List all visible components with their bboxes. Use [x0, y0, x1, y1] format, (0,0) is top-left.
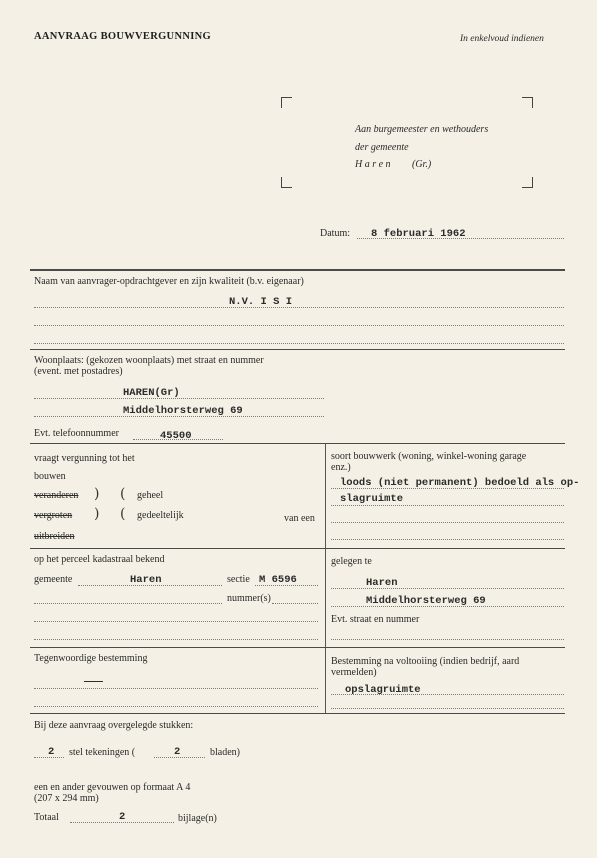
- sheets-value: 2: [174, 746, 181, 758]
- worktype-line-2: [331, 505, 564, 506]
- worktype-line-4: [331, 539, 564, 540]
- date-value: 8 februari 1962: [371, 228, 466, 240]
- current-use-line-2: [34, 706, 318, 707]
- residence-street: Middelhorsterweg 69: [123, 405, 243, 417]
- worktype-label-1: soort bouwwerk (woning, winkel-woning garage: [331, 451, 527, 462]
- parcel-line-4: [34, 639, 318, 640]
- form-title: AANVRAAG BOUWVERGUNNING: [34, 31, 211, 42]
- parcel-gemeente-value: Haren: [130, 574, 162, 586]
- location-line-1: [331, 588, 564, 589]
- corner-mark-bottom-right: [522, 177, 533, 188]
- corner-mark-bottom-left: [281, 177, 292, 188]
- location-extra-label: Evt. straat en nummer: [331, 614, 420, 625]
- permit-option-change: veranderen: [34, 490, 79, 501]
- sheets-label: bladen): [210, 747, 240, 758]
- permit-label-2: bouwen: [34, 471, 66, 482]
- permit-option-expand: uitbreiden: [34, 531, 75, 542]
- applicant-line-3: [34, 343, 564, 344]
- parcel-nummer-line: [34, 603, 222, 604]
- parcel-nummer-line-2: [272, 603, 318, 604]
- applicant-value: N.V. I S I: [229, 296, 293, 308]
- parcel-sectie-value: M 6596: [259, 574, 297, 586]
- sets-label: stel tekeningen (: [69, 747, 136, 758]
- current-use-line-1: [34, 688, 318, 689]
- brace-right-2: (: [120, 506, 126, 522]
- worktype-value-1: loods (niet permanent) bedoeld als op-: [340, 477, 580, 489]
- applicant-label: Naam van aanvrager-opdrachtgever en zijn kwaliteit (b.v. eigenaar): [34, 276, 304, 287]
- permit-whole-label: geheel: [137, 490, 164, 501]
- address-municipality: H a r e n: [355, 159, 391, 170]
- permit-of-a-label: van een: [284, 513, 315, 524]
- location-label: gelegen te: [331, 556, 372, 567]
- location-place: Haren: [366, 577, 398, 589]
- total-value: 2: [119, 811, 126, 823]
- location-street: Middelhorsterweg 69: [366, 595, 486, 607]
- parcel-line-3: [34, 621, 318, 622]
- future-use-label-1: Bestemming na voltooiing (indien bedrijf, aard: [331, 656, 520, 667]
- residence-line-1: [34, 398, 324, 399]
- sets-value: 2: [48, 746, 55, 758]
- section-rule: [30, 269, 565, 271]
- future-use-label-2: vermelden): [331, 667, 377, 678]
- section-rule: [30, 647, 565, 648]
- future-use-line-1: [331, 694, 564, 695]
- submission-note: In enkelvoud indienen: [460, 34, 544, 44]
- worktype-line-3: [331, 522, 564, 523]
- current-use-label: Tegenwoordige bestemming: [34, 653, 148, 664]
- applicant-line-2: [34, 325, 564, 326]
- worktype-line-1: [331, 488, 564, 489]
- location-line-2: [331, 606, 564, 607]
- parcel-sectie-label: sectie: [227, 574, 250, 585]
- section-rule: [30, 713, 565, 714]
- date-label: Datum:: [320, 228, 350, 239]
- parcel-nummer-label: nummer(s): [227, 593, 271, 604]
- future-use-line-2: [331, 708, 564, 709]
- fold-line-1: een en ander gevouwen op formaat A 4: [34, 782, 191, 793]
- future-use-value: opslagruimte: [345, 684, 421, 696]
- address-line-2: der gemeente: [355, 142, 409, 153]
- address-line-1: Aan burgemeester en wethouders: [355, 124, 489, 135]
- section-rule: [30, 548, 565, 549]
- column-divider: [325, 443, 326, 713]
- phone-label: Evt. telefoonnummer: [34, 428, 119, 439]
- worktype-value-2: slagruimte: [340, 493, 404, 505]
- fold-line-2: (207 x 294 mm): [34, 793, 99, 804]
- brace-left-1: ): [94, 486, 100, 502]
- permit-option-enlarge: vergroten: [34, 510, 73, 521]
- residence-label-1: Woonplaats: (gekozen woonplaats) met straat en nummer: [34, 355, 264, 366]
- parcel-label: op het perceel kadastraal bekend: [34, 554, 165, 565]
- corner-mark-top-right: [522, 97, 533, 108]
- address-suffix: (Gr.): [412, 159, 432, 170]
- corner-mark-top-left: [281, 97, 292, 108]
- attachments-label: Bij deze aanvraag overgelegde stukken:: [34, 720, 194, 731]
- section-rule: [30, 443, 565, 444]
- location-line-3: [331, 639, 564, 640]
- total-suffix: bijlage(n): [178, 813, 217, 824]
- brace-right-1: (: [120, 486, 126, 502]
- residence-line-2: [34, 416, 324, 417]
- brace-left-2: ): [94, 506, 100, 522]
- applicant-line-1: [34, 307, 564, 308]
- section-rule: [30, 349, 565, 350]
- worktype-label-2: enz.): [331, 462, 351, 473]
- residence-city: HAREN(Gr): [123, 387, 180, 399]
- phone-value: 45500: [160, 430, 192, 442]
- total-label: Totaal: [34, 812, 59, 823]
- permit-label-1: vraagt vergunning tot het: [34, 453, 135, 464]
- permit-partial-label: gedeeltelijk: [137, 510, 184, 521]
- parcel-gemeente-label: gemeente: [34, 574, 73, 585]
- current-use-value: ———: [84, 676, 103, 688]
- residence-label-2: (event. met postadres): [34, 366, 123, 377]
